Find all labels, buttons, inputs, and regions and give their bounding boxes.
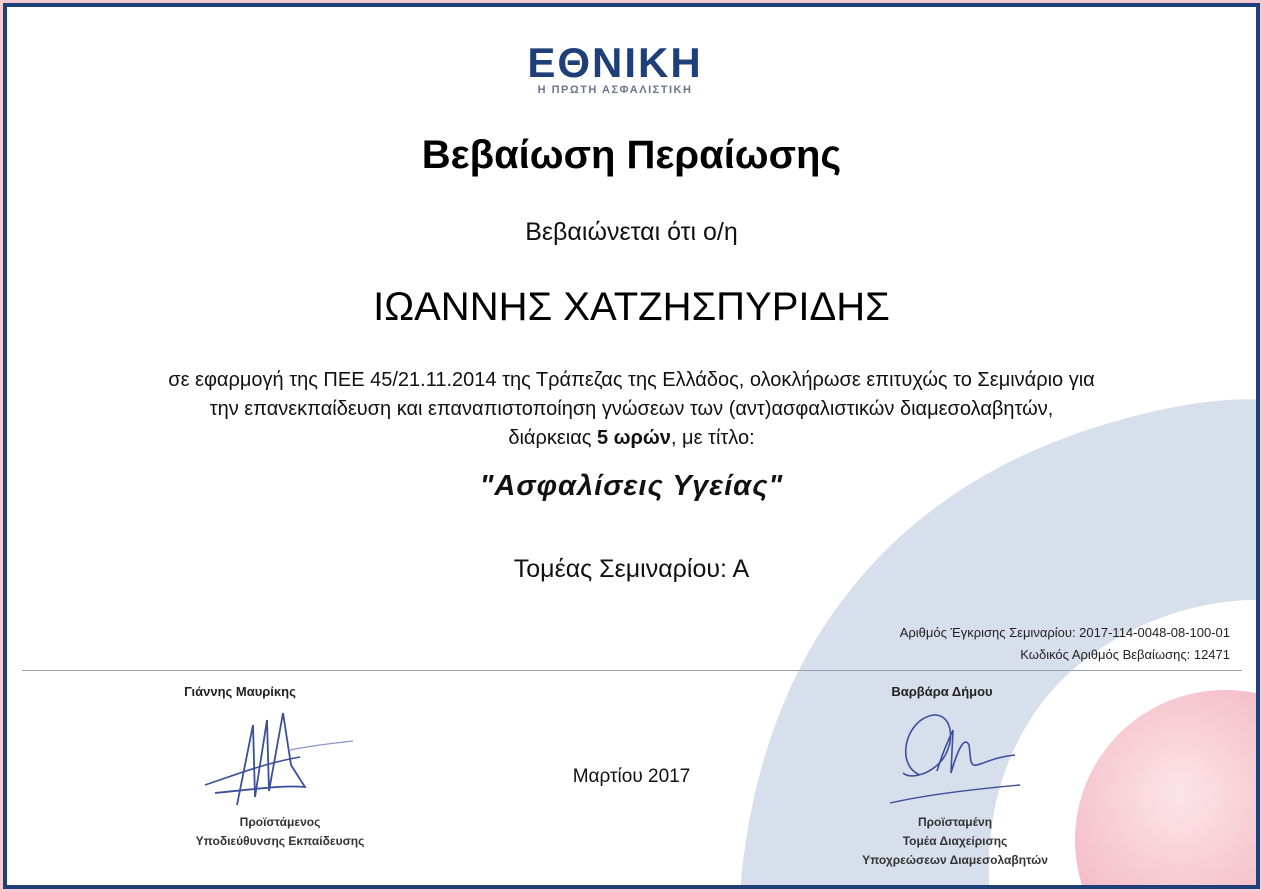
- divider-line: [22, 670, 1242, 671]
- duration-value: 5 ωρών: [596, 427, 671, 449]
- approval-info: [900, 622, 1230, 666]
- left-signatory-name: Γιάννης Μαυρίκης: [184, 684, 296, 699]
- brand-logo: [505, 40, 725, 102]
- certificate-title: Βεβαίωση Περαίωσης: [421, 133, 842, 177]
- left-signatory-role: [150, 813, 410, 851]
- right-signature-image: [885, 705, 1035, 810]
- certificate-date: Μαρτίου 2017: [572, 766, 691, 787]
- body-line-2: την επανεκπαίδευση και επαναπιστοποίηση γνώσεων των (αντ)ασφαλιστικών διαμεσολαβητών,: [209, 398, 1054, 420]
- seminar-sector: Τομέας Σεμιναρίου: Α: [513, 555, 750, 583]
- certificate-code: Κωδικός Αριθμός Βεβαίωσης: 12471: [1020, 647, 1230, 662]
- right-role-line-1: Προϊσταμένη: [917, 815, 993, 829]
- left-role-line-1: Προϊστάμενος: [239, 815, 321, 829]
- duration-prefix: διάρκειας: [508, 427, 597, 449]
- right-signatory-role: [830, 813, 1080, 870]
- left-role-line-2: Υποδιεύθυνσης Εκπαίδευσης: [195, 834, 365, 848]
- right-role-line-3: Υποχρεώσεων Διαμεσολαβητών: [862, 853, 1048, 867]
- left-signature-image: [195, 705, 365, 810]
- right-role-line-2: Τομέα Διαχείρισης: [902, 834, 1008, 848]
- logo-tagline: Η ΠΡΩΤΗ ΑΣΦΑΛΙΣΤΙΚΗ: [537, 84, 693, 96]
- logo-wordmark: ΕΘΝΙΚΗ: [527, 39, 703, 86]
- intro-text: Βεβαιώνεται ότι ο/η: [525, 218, 738, 246]
- body-line-1: σε εφαρμογή της ΠΕΕ 45/21.11.2014 της Τράπεζας της Ελλάδος, ολοκλήρωσε επιτυχώς το Σεμινάριο για: [168, 369, 1095, 391]
- duration-suffix: , με τίτλο:: [670, 427, 755, 449]
- course-title: "Ασφαλίσεις Υγείας": [479, 470, 784, 502]
- right-signatory-name: Βαρβάρα Δήμου: [891, 684, 993, 699]
- approval-number: Αριθμός Έγκρισης Σεμιναρίου: 2017-114-0048-08-100-01: [899, 625, 1230, 640]
- recipient-name: ΙΩΑΝΝΗΣ ΧΑΤΖΗΣΠΥΡΙΔΗΣ: [373, 285, 890, 329]
- body-line-3: [0, 424, 1263, 453]
- certificate-body: [0, 366, 1263, 453]
